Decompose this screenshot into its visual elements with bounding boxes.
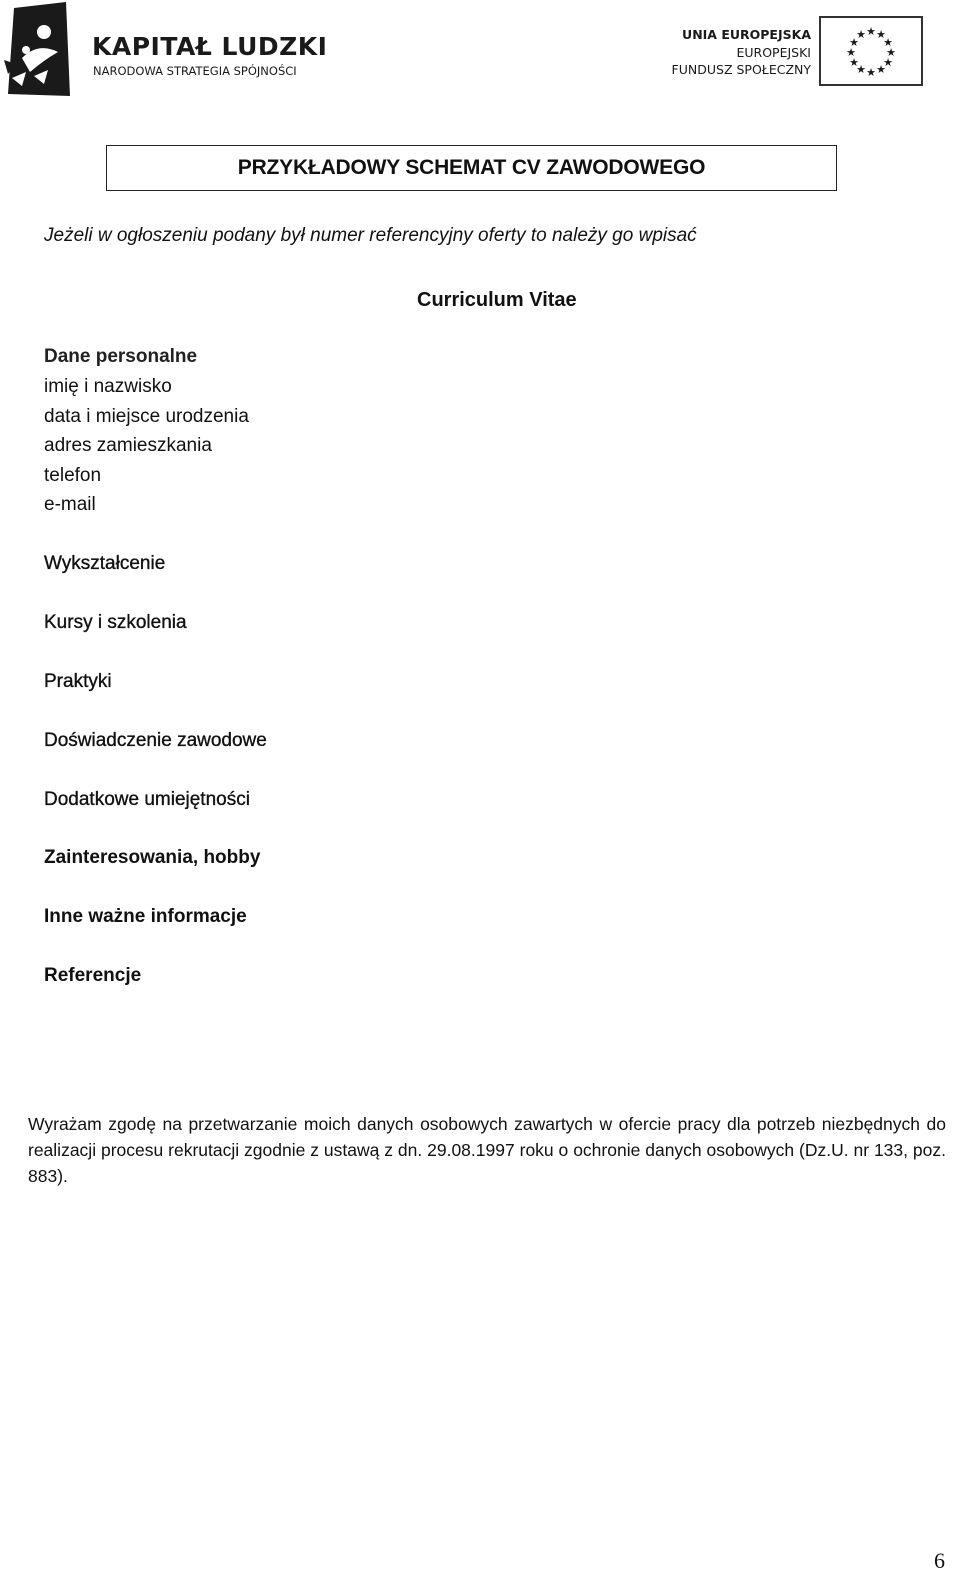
kapital-ludzki-emblem-icon	[4, 2, 76, 96]
page-number: 6	[934, 1548, 945, 1573]
eu-flag-icon	[819, 16, 923, 86]
data-processing-consent	[28, 1111, 946, 1189]
svg-text:★: ★	[849, 56, 859, 69]
personal-data-heading: Dane personalne	[44, 346, 198, 367]
eu-logo-line-1: UNIA EUROPEJSKA	[682, 27, 811, 42]
kapital-ludzki-subtitle: NARODOWA STRATEGIA SPÓJNOŚCI	[93, 64, 297, 78]
personal-field-phone: telefon	[44, 465, 102, 486]
cv-heading: Curriculum Vitae	[417, 289, 577, 311]
personal-field-name: imię i nazwisko	[44, 376, 172, 397]
section-courses: Kursy i szkolenia	[44, 612, 187, 633]
document-title: PRZYKŁADOWY SCHEMAT CV ZAWODOWEGO	[237, 156, 706, 179]
section-education: Wykształcenie	[44, 553, 166, 574]
kapital-ludzki-title: KAPITAŁ LUDZKI	[92, 32, 328, 61]
svg-text:★: ★	[846, 46, 856, 59]
section-other-info: Inne ważne informacje	[44, 906, 247, 927]
section-references: Referencje	[44, 965, 142, 986]
svg-text:★: ★	[883, 36, 893, 49]
section-internships: Praktyki	[44, 671, 112, 692]
svg-text:★: ★	[856, 63, 866, 76]
svg-text:★: ★	[886, 46, 896, 59]
personal-field-address: adres zamieszkania	[44, 435, 212, 456]
section-skills: Dodatkowe umiejętności	[44, 789, 250, 810]
eu-logo	[671, 14, 926, 88]
kapital-ludzki-logo	[4, 2, 328, 96]
personal-field-email: e-mail	[44, 494, 96, 515]
eu-logo-line-2: EUROPEJSKI	[736, 45, 811, 60]
svg-text:★: ★	[883, 56, 893, 69]
svg-text:★: ★	[866, 25, 876, 38]
reference-number-note: Jeżeli w ogłoszeniu podany był numer referencyjny oferty to należy go wpisać	[44, 225, 697, 246]
eu-logo-line-3: FUNDUSZ SPOŁECZNY	[671, 62, 811, 77]
svg-text:★: ★	[876, 28, 886, 41]
svg-text:★: ★	[876, 63, 886, 76]
document-title-box	[106, 145, 837, 191]
svg-text:★: ★	[849, 36, 859, 49]
svg-text:★: ★	[866, 66, 876, 79]
section-interests: Zainteresowania, hobby	[44, 847, 261, 868]
section-experience: Doświadczenie zawodowe	[44, 730, 267, 751]
personal-field-birth: data i miejsce urodzenia	[44, 406, 249, 427]
consent-text: Wyrażam zgodę na przetwarzanie moich danych osobowych zawartych w ofercie pracy dla potrzeb niezbędnych do realizacji procesu rekrutacji zgodnie z ustawą z dn. 29.08.1997 roku o ochronie danych osobowych (Dz.U. nr 133, poz. 883).	[28, 1114, 946, 1186]
svg-text:★: ★	[856, 28, 866, 41]
